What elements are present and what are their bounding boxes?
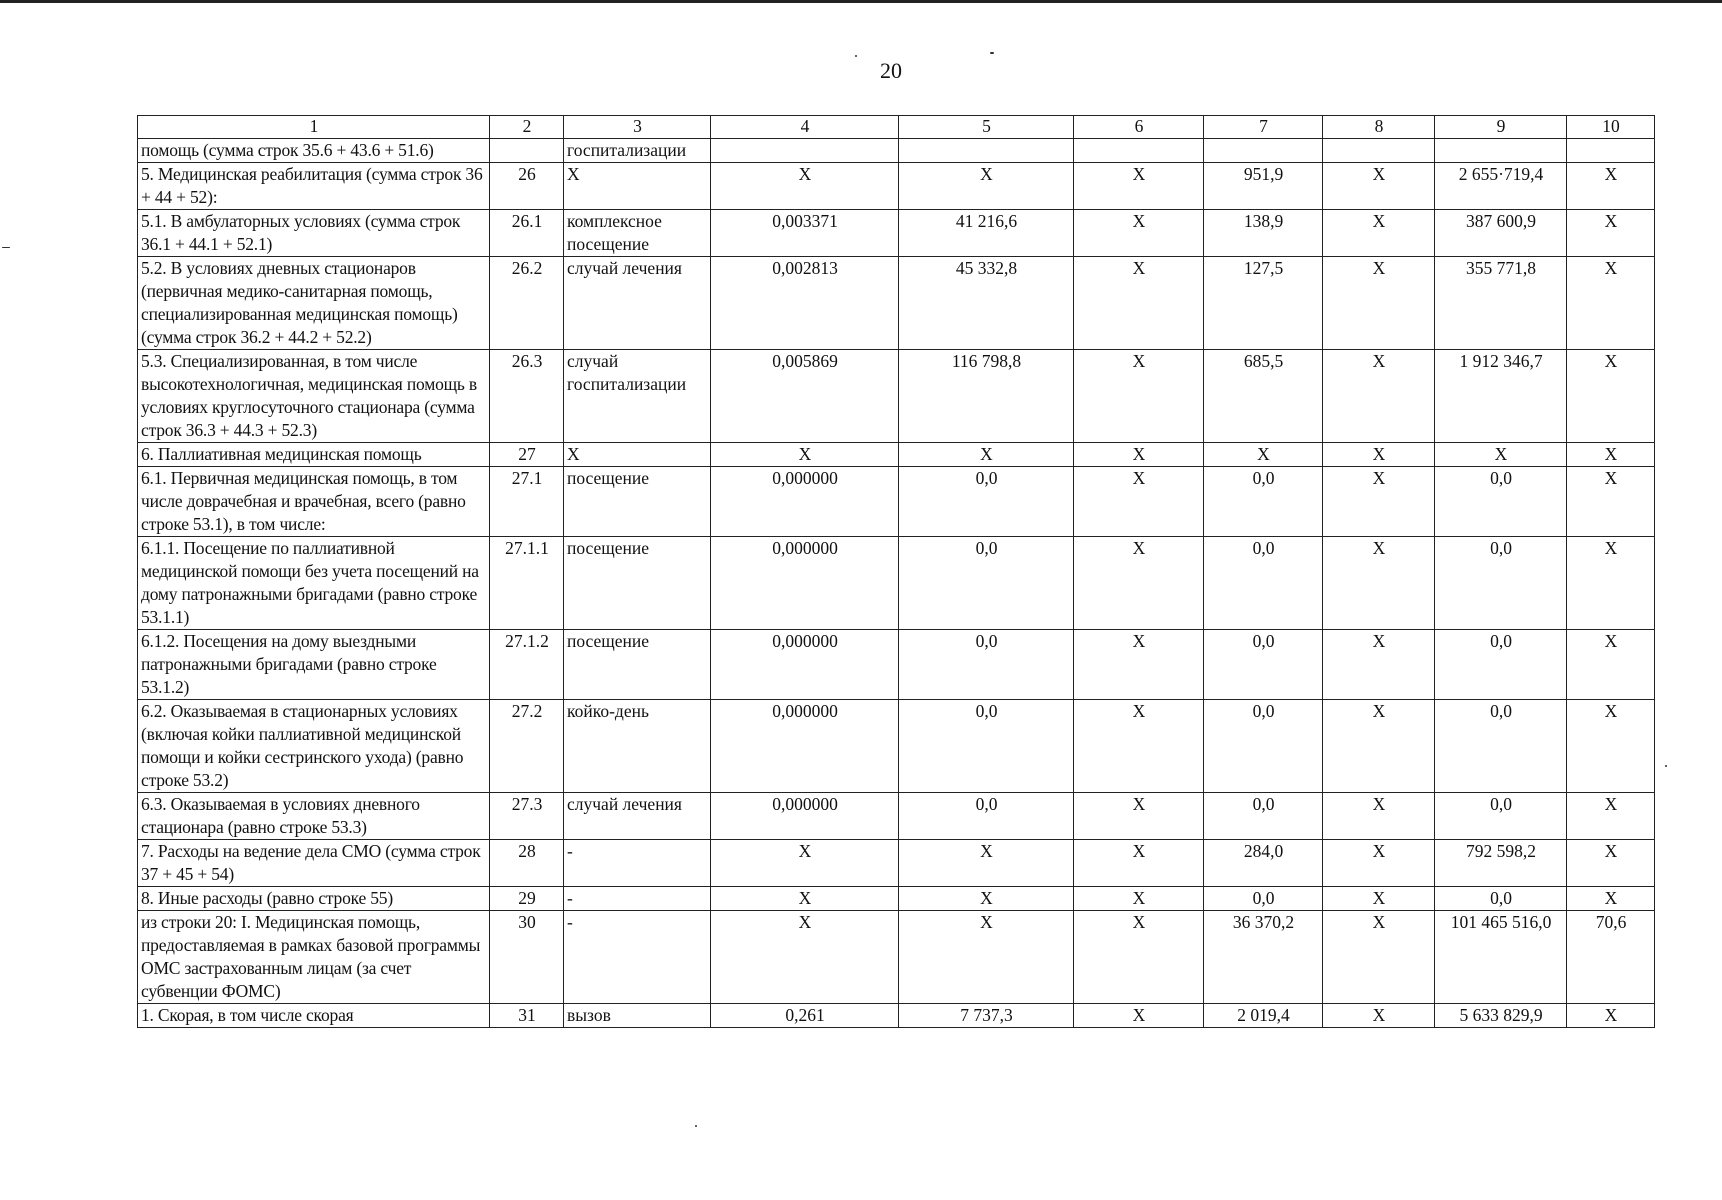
cost-norm: X [899,887,1074,911]
col-7-value: 0,0 [1204,630,1323,700]
row-label: 8. Иные расходы (равно строке 55) [138,887,490,911]
row-code: 26.1 [490,210,564,257]
table-row [138,840,1655,887]
row-code: 29 [490,887,564,911]
row-code: 27.2 [490,700,564,793]
col-7-value: 284,0 [1204,840,1323,887]
col-10-value: X [1567,210,1655,257]
col-7-value: 951,9 [1204,163,1323,210]
col-9-value: 0,0 [1435,630,1567,700]
col-6-value: X [1074,887,1204,911]
col-6-value: X [1074,537,1204,630]
col-7-value: 0,0 [1204,700,1323,793]
row-code: 26 [490,163,564,210]
col-6-value: X [1074,163,1204,210]
col-6-value: X [1074,700,1204,793]
scan-speck [695,1125,697,1127]
col-8-value: X [1323,537,1435,630]
cost-norm [899,139,1074,163]
table-row [138,1004,1655,1028]
col-6-value: X [1074,1004,1204,1028]
col-7-value: 138,9 [1204,210,1323,257]
row-label: 6.3. Оказываемая в условиях дневного стационара (равно строке 53.3) [138,793,490,840]
row-label: 6.1.2. Посещения на дому выездными патронажными бригадами (равно строке 53.1.2) [138,630,490,700]
row-code: 28 [490,840,564,887]
col-6-value: X [1074,443,1204,467]
table-body [138,139,1655,1028]
volume-norm: 0,000000 [711,700,899,793]
table-row [138,887,1655,911]
unit: госпитализации [564,139,711,163]
row-label: 6.1.1. Посещение по паллиативной медицинской помощи без учета посещений на дому патронажными бригадами (равно строке 53.1.1) [138,537,490,630]
column-number: 6 [1074,116,1204,139]
row-code [490,139,564,163]
col-8-value: X [1323,350,1435,443]
col-10-value: X [1567,700,1655,793]
unit: посещение [564,537,711,630]
col-9-value: 1 912 346,7 [1435,350,1567,443]
col-10-value: X [1567,840,1655,887]
col-8-value: X [1323,257,1435,350]
unit: случай госпитализации [564,350,711,443]
col-9-value: 387 600,9 [1435,210,1567,257]
row-code: 27 [490,443,564,467]
volume-norm: X [711,163,899,210]
table-row [138,443,1655,467]
col-6-value: X [1074,210,1204,257]
table-row [138,163,1655,210]
col-9-value: 355 771,8 [1435,257,1567,350]
col-10-value: X [1567,257,1655,350]
table-row [138,139,1655,163]
col-10-value: X [1567,1004,1655,1028]
col-8-value: X [1323,630,1435,700]
col-6-value: X [1074,257,1204,350]
column-number: 8 [1323,116,1435,139]
col-10-value: X [1567,630,1655,700]
scan-speck [990,52,994,54]
cost-norm: 45 332,8 [899,257,1074,350]
row-code: 27.1.1 [490,537,564,630]
col-9-value: 0,0 [1435,793,1567,840]
row-label: из строки 20: I. Медицинская помощь, предоставляемая в рамках базовой программы ОМС застрахованным лицам (за счет субвенции ФОМС) [138,911,490,1004]
col-9-value: 0,0 [1435,537,1567,630]
table-row [138,911,1655,1004]
table-row [138,630,1655,700]
col-6-value: X [1074,630,1204,700]
unit: посещение [564,467,711,537]
unit: - [564,887,711,911]
col-7-value: 0,0 [1204,793,1323,840]
col-8-value: X [1323,210,1435,257]
row-label: 1. Скорая, в том числе скорая [138,1004,490,1028]
cost-norm: 41 216,6 [899,210,1074,257]
volume-norm: 0,000000 [711,793,899,840]
col-8-value: X [1323,793,1435,840]
col-10-value: X [1567,537,1655,630]
table-row [138,210,1655,257]
table-row [138,350,1655,443]
cost-norm: 0,0 [899,537,1074,630]
scan-speck [1665,765,1667,767]
col-9-value: 0,0 [1435,887,1567,911]
unit: X [564,163,711,210]
cost-norm: 0,0 [899,630,1074,700]
scan-speck [855,55,857,57]
volume-norm: X [711,887,899,911]
cost-norm: X [899,911,1074,1004]
col-6-value: X [1074,350,1204,443]
column-number: 9 [1435,116,1567,139]
col-7-value [1204,139,1323,163]
col-9-value: 792 598,2 [1435,840,1567,887]
column-number: 10 [1567,116,1655,139]
row-label: 7. Расходы на ведение дела СМО (сумма строк 37 + 45 + 54) [138,840,490,887]
unit: койко-день [564,700,711,793]
col-6-value [1074,139,1204,163]
cost-norm: X [899,163,1074,210]
row-code: 27.1 [490,467,564,537]
col-7-value: 0,0 [1204,467,1323,537]
unit: случай лечения [564,257,711,350]
volume-norm [711,139,899,163]
unit: X [564,443,711,467]
row-label: 5.3. Специализированная, в том числе высокотехнологичная, медицинская помощь в условиях круглосуточного стационара (сумма строк 36.3 + 44.3 + 52.3) [138,350,490,443]
col-8-value: X [1323,911,1435,1004]
table-row [138,537,1655,630]
unit: случай лечения [564,793,711,840]
col-8-value: X [1323,163,1435,210]
col-7-value: 36 370,2 [1204,911,1323,1004]
col-10-value: X [1567,793,1655,840]
col-7-value: 127,5 [1204,257,1323,350]
volume-norm: 0,005869 [711,350,899,443]
col-8-value: X [1323,467,1435,537]
col-9-value: 0,0 [1435,700,1567,793]
col-8-value: X [1323,443,1435,467]
col-10-value: X [1567,163,1655,210]
volume-norm: 0,000000 [711,467,899,537]
row-label: 5.1. В амбулаторных условиях (сумма строк 36.1 + 44.1 + 52.1) [138,210,490,257]
col-7-value: 2 019,4 [1204,1004,1323,1028]
col-6-value: X [1074,793,1204,840]
col-9-value: X [1435,443,1567,467]
col-10-value [1567,139,1655,163]
table-row [138,257,1655,350]
col-8-value: X [1323,887,1435,911]
column-number: 4 [711,116,899,139]
unit: вызов [564,1004,711,1028]
col-10-value: X [1567,350,1655,443]
col-9-value: 101 465 516,0 [1435,911,1567,1004]
col-7-value: 0,0 [1204,537,1323,630]
col-10-value: 70,6 [1567,911,1655,1004]
cost-norm: X [899,443,1074,467]
page-number: 20 [880,58,902,83]
row-code: 27.3 [490,793,564,840]
row-label: 5.2. В условиях дневных стационаров (первичная медико-санитарная помощь, специализированная медицинская помощь) (сумма строк 36.2 + 44.2 + 52.2) [138,257,490,350]
unit: комплексное посещение [564,210,711,257]
volume-norm: 0,000000 [711,630,899,700]
cost-norm: 0,0 [899,793,1074,840]
row-label: 6. Паллиативная медицинская помощь [138,443,490,467]
cost-norm: 116 798,8 [899,350,1074,443]
col-10-value: X [1567,443,1655,467]
volume-norm: 0,003371 [711,210,899,257]
cost-norm: 0,0 [899,467,1074,537]
col-9-value [1435,139,1567,163]
col-7-value: 685,5 [1204,350,1323,443]
col-7-value: 0,0 [1204,887,1323,911]
row-code: 26.3 [490,350,564,443]
col-6-value: X [1074,467,1204,537]
row-label: 6.1. Первичная медицинская помощь, в том числе доврачебная и врачебная, всего (равно строке 53.1), в том числе: [138,467,490,537]
cost-norm: X [899,840,1074,887]
volume-norm: X [711,911,899,1004]
unit: - [564,911,711,1004]
col-8-value: X [1323,1004,1435,1028]
row-label: помощь (сумма строк 35.6 + 43.6 + 51.6) [138,139,490,163]
column-number: 3 [564,116,711,139]
row-label: 6.2. Оказываемая в стационарных условиях (включая койки паллиативной медицинской помощи и койки сестринского ухода) (равно строке 53.2) [138,700,490,793]
col-8-value: X [1323,700,1435,793]
col-10-value: X [1567,467,1655,537]
unit: - [564,840,711,887]
table-row [138,793,1655,840]
col-10-value: X [1567,887,1655,911]
volume-norm: 0,000000 [711,537,899,630]
column-number-row [138,116,1655,139]
volume-norm: 0,261 [711,1004,899,1028]
column-number: 1 [138,116,490,139]
col-6-value: X [1074,840,1204,887]
col-6-value: X [1074,911,1204,1004]
column-number: 2 [490,116,564,139]
column-number: 5 [899,116,1074,139]
column-number: 7 [1204,116,1323,139]
cost-norm: 7 737,3 [899,1004,1074,1028]
row-code: 31 [490,1004,564,1028]
scan-speck [2,247,10,248]
col-8-value: X [1323,840,1435,887]
row-label: 5. Медицинская реабилитация (сумма строк 36 + 44 + 52): [138,163,490,210]
unit: посещение [564,630,711,700]
col-9-value: 0,0 [1435,467,1567,537]
col-7-value: X [1204,443,1323,467]
table-row [138,700,1655,793]
table-row [138,467,1655,537]
row-code: 27.1.2 [490,630,564,700]
scan-top-edge [0,0,1722,3]
col-8-value [1323,139,1435,163]
row-code: 26.2 [490,257,564,350]
volume-norm: X [711,840,899,887]
volume-norm: X [711,443,899,467]
col-9-value: 2 655·719,4 [1435,163,1567,210]
volume-norm: 0,002813 [711,257,899,350]
row-code: 30 [490,911,564,1004]
data-table [137,115,1655,1028]
cost-norm: 0,0 [899,700,1074,793]
col-9-value: 5 633 829,9 [1435,1004,1567,1028]
